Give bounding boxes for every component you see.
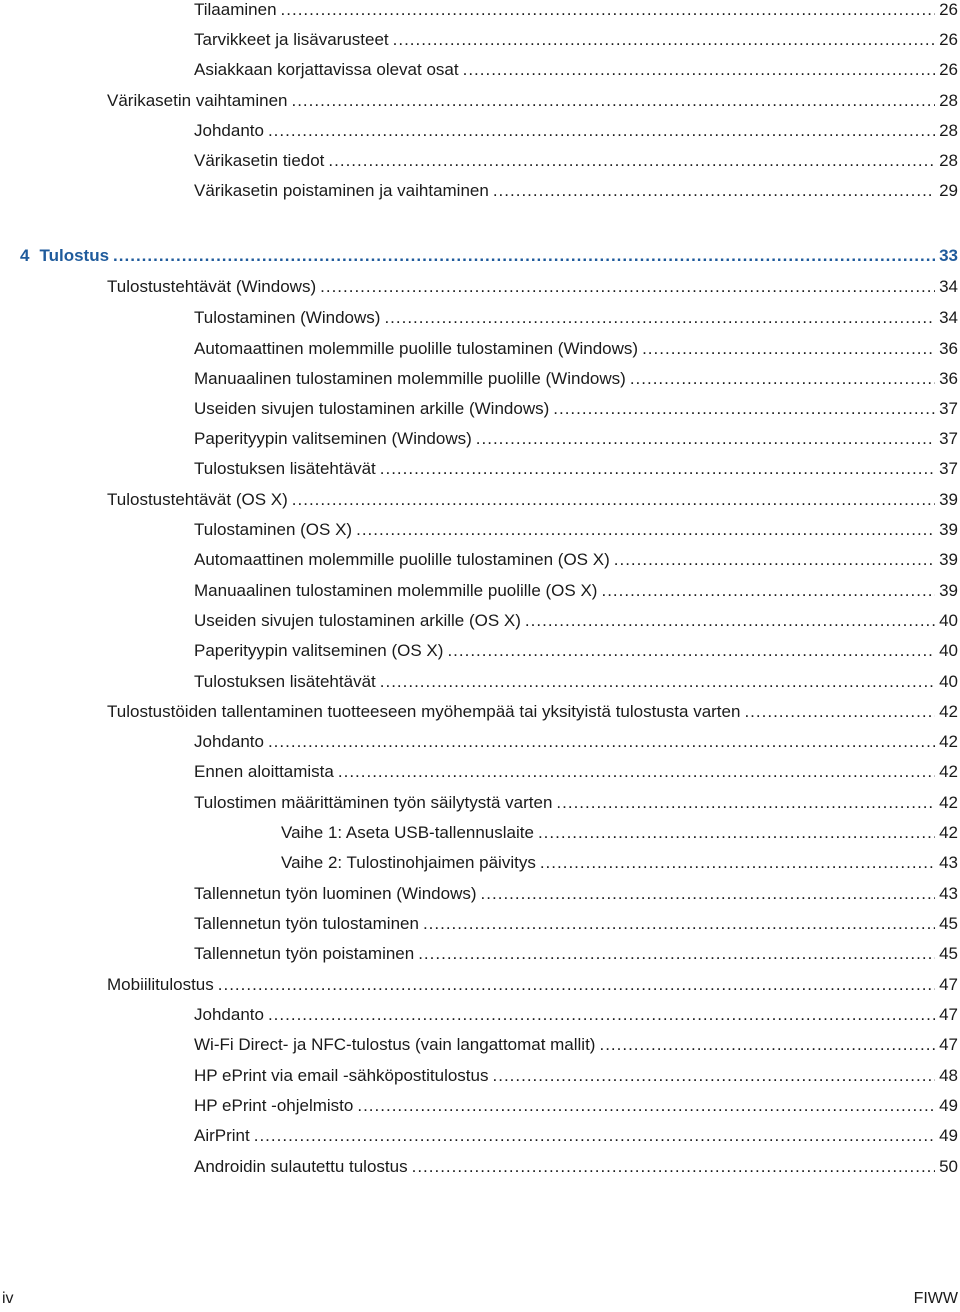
toc-entry[interactable] (194, 1094, 958, 1118)
toc-leader (393, 28, 935, 52)
toc-entry[interactable] (194, 337, 958, 361)
toc-leader (642, 337, 935, 361)
toc-leader (481, 882, 936, 906)
toc-entry-page: 42 (939, 732, 958, 751)
toc-entry-page: 39 (939, 550, 958, 569)
toc-entry[interactable] (194, 1033, 958, 1057)
toc-entry-page: 49 (939, 1126, 958, 1145)
toc-entry[interactable] (194, 179, 958, 203)
toc-leader (463, 58, 935, 82)
toc-entry[interactable] (194, 1124, 958, 1148)
toc-entry[interactable] (194, 882, 958, 906)
toc-leader (380, 457, 935, 481)
toc-leader (553, 397, 935, 421)
toc-entry-title: Värikasetin poistaminen ja vaihtaminen (194, 181, 489, 200)
toc-entry-page: 29 (939, 181, 958, 200)
toc-entry[interactable] (194, 0, 958, 22)
toc-entry[interactable] (107, 488, 958, 512)
toc-leader (418, 942, 935, 966)
toc-entry-title: Tarvikkeet ja lisävarusteet (194, 30, 389, 49)
toc-entry-page: 48 (939, 1066, 958, 1085)
toc-entry[interactable] (194, 548, 958, 572)
toc-entry-title: Johdanto (194, 1005, 264, 1024)
toc-entry-page: 37 (939, 459, 958, 478)
toc-leader (268, 730, 935, 754)
toc-entry-title: Wi-Fi Direct- ja NFC-tulostus (vain langattomat mallit) (194, 1035, 596, 1054)
toc-entry-page: 36 (939, 339, 958, 358)
toc-entry[interactable] (194, 730, 958, 754)
toc-leader (493, 1064, 936, 1088)
toc-entry-page: 47 (939, 1035, 958, 1054)
toc-entry-page: 26 (939, 30, 958, 49)
toc-entry-title: Tulostaminen (Windows) (194, 308, 381, 327)
toc-leader (630, 367, 935, 391)
toc-entry[interactable] (194, 306, 958, 330)
toc-entry-title: Ennen aloittamista (194, 762, 334, 781)
toc-leader (540, 851, 935, 875)
toc-entry[interactable] (281, 851, 958, 875)
toc-entry-page: 40 (939, 672, 958, 691)
toc-leader (281, 0, 936, 22)
toc-leader (476, 427, 935, 451)
toc-leader (744, 700, 935, 724)
toc-entry-title: Manuaalinen tulostaminen molemmille puolille (OS X) (194, 581, 598, 600)
toc-leader (525, 609, 935, 633)
toc-entry[interactable] (107, 89, 958, 113)
toc-leader (614, 548, 935, 572)
toc-entry-page: 49 (939, 1096, 958, 1115)
toc-entry-page: 42 (939, 823, 958, 842)
toc-entry-page: 43 (939, 884, 958, 903)
toc-entry-title: Värikasetin vaihtaminen (107, 91, 288, 110)
toc-entry-title: Johdanto (194, 121, 264, 140)
toc-entry-title: Tulostaminen (OS X) (194, 520, 353, 539)
toc-entry-title: Johdanto (194, 732, 264, 751)
toc-entry-title: Tallennetun työn tulostaminen (194, 914, 419, 933)
toc-entry-title: Tallennetun työn luominen (Windows) (194, 884, 477, 903)
toc-entry-page: 28 (939, 91, 958, 110)
toc-entry[interactable] (194, 518, 958, 542)
toc-entry[interactable] (194, 1003, 958, 1027)
toc-entry[interactable] (194, 791, 958, 815)
toc-entry-title: Asiakkaan korjattavissa olevat osat (194, 60, 459, 79)
toc-entry-title: Tilaaminen (194, 0, 277, 19)
toc-leader (380, 670, 935, 694)
toc-leader (113, 244, 935, 268)
toc-leader (599, 1033, 935, 1057)
toc-entry-title: Tulostustehtävät (OS X) (107, 490, 288, 509)
toc-leader (328, 149, 935, 173)
toc-leader (357, 1094, 935, 1118)
toc-entry-title: Tulostustehtävät (Windows) (107, 277, 317, 296)
toc-leader (356, 518, 935, 542)
footer-doc-code: FIWW (913, 1290, 958, 1307)
toc-entry[interactable] (194, 58, 958, 82)
toc-entry-page: 28 (939, 151, 958, 170)
toc-entry-page: 42 (939, 762, 958, 781)
toc-entry-page: 45 (939, 944, 958, 963)
toc-leader (338, 760, 935, 784)
toc-leader (384, 306, 935, 330)
toc-entry-title: HP ePrint via email -sähköpostitulostus (194, 1066, 489, 1085)
toc-entry-page: 26 (939, 60, 958, 79)
toc-entry-title: Tulostustöiden tallentaminen tuotteeseen myöhempää tai yksityistä tulostusta varten (107, 702, 741, 721)
toc-leader (292, 488, 935, 512)
toc-entry-page: 39 (939, 581, 958, 600)
toc-entry[interactable] (194, 760, 958, 784)
toc-entry-page: 47 (939, 1005, 958, 1024)
toc-entry-page: 40 (939, 611, 958, 630)
toc-leader (423, 912, 935, 936)
toc-entry-title: Tulostimen määrittäminen työn säilytystä varten (194, 793, 553, 812)
toc-entry[interactable] (194, 942, 958, 966)
toc-entry-title: Mobiilitulostus (107, 975, 214, 994)
toc-entry-page: 42 (939, 793, 958, 812)
toc-entry-title: Paperityypin valitseminen (OS X) (194, 641, 444, 660)
toc-entry-title: Tallennetun työn poistaminen (194, 944, 415, 963)
toc-entry-page: 34 (939, 308, 958, 327)
toc-entry[interactable] (107, 700, 958, 724)
toc-entry[interactable] (281, 821, 958, 845)
toc-leader (320, 275, 935, 299)
toc-entry-title: Vaihe 2: Tulostinohjaimen päivitys (281, 853, 536, 872)
toc-entry-title: Automaattinen molemmille puolille tulostaminen (OS X) (194, 550, 610, 569)
toc-entry-page: 39 (939, 520, 958, 539)
toc-entry-title: Useiden sivujen tulostaminen arkille (Windows) (194, 399, 550, 418)
toc-entry-title: Androidin sulautettu tulostus (194, 1157, 408, 1176)
toc-entry[interactable] (194, 149, 958, 173)
toc-entry-title: Paperityypin valitseminen (Windows) (194, 429, 472, 448)
toc-entry[interactable] (194, 427, 958, 451)
toc-entry-title: AirPrint (194, 1126, 250, 1145)
toc-entry-title: Tulostus (39, 246, 110, 265)
toc-entry[interactable] (107, 973, 958, 997)
toc-entry-page: 40 (939, 641, 958, 660)
toc-entry-title: HP ePrint -ohjelmisto (194, 1096, 354, 1115)
toc-entry[interactable] (194, 397, 958, 421)
toc-leader (538, 821, 935, 845)
toc-entry-title: Useiden sivujen tulostaminen arkille (OS X) (194, 611, 521, 630)
toc-entry-page: 26 (939, 0, 958, 19)
toc-entry-page: 42 (939, 702, 958, 721)
toc-entry-page: 37 (939, 429, 958, 448)
toc-entry-page: 33 (939, 246, 958, 265)
toc-leader (493, 179, 935, 203)
toc-leader (601, 579, 935, 603)
toc-leader (291, 89, 935, 113)
toc-entry-page: 36 (939, 369, 958, 388)
toc-entry-page: 34 (939, 277, 958, 296)
toc-entry-title: Tulostuksen lisätehtävät (194, 672, 376, 691)
toc-leader (268, 119, 935, 143)
toc-entry[interactable] (194, 609, 958, 633)
toc-leader (268, 1003, 935, 1027)
toc-entry[interactable] (194, 1064, 958, 1088)
toc-entry-page: 39 (939, 490, 958, 509)
toc-chapter-entry[interactable] (20, 244, 958, 268)
toc-entry-page: 50 (939, 1157, 958, 1176)
toc-entry-page: 45 (939, 914, 958, 933)
toc-entry[interactable] (194, 457, 958, 481)
toc-leader (556, 791, 935, 815)
toc-entry-page: 37 (939, 399, 958, 418)
toc-entry-page: 43 (939, 853, 958, 872)
toc-leader (447, 639, 935, 663)
toc-entry[interactable] (194, 639, 958, 663)
toc-entry-title: Manuaalinen tulostaminen molemmille puolille (Windows) (194, 369, 626, 388)
toc-entry[interactable] (194, 367, 958, 391)
toc-entry-title: Vaihe 1: Aseta USB-tallennuslaite (281, 823, 534, 842)
toc-entry[interactable] (194, 28, 958, 52)
toc-entry-page: 47 (939, 975, 958, 994)
toc-entry[interactable] (194, 1155, 958, 1179)
chapter-number: 4 (20, 246, 30, 265)
toc-leader (218, 973, 935, 997)
toc-entry[interactable] (194, 670, 958, 694)
toc-entry-title: Tulostuksen lisätehtävät (194, 459, 376, 478)
toc-entry[interactable] (194, 579, 958, 603)
toc-leader (412, 1155, 935, 1179)
footer-page-number: iv (2, 1290, 14, 1307)
toc-entry[interactable] (107, 275, 958, 299)
toc-entry[interactable] (194, 912, 958, 936)
toc-entry-title: Automaattinen molemmille puolille tulostaminen (Windows) (194, 339, 639, 358)
toc-entry-page: 28 (939, 121, 958, 140)
toc-entry[interactable] (194, 119, 958, 143)
toc-entry-title: Värikasetin tiedot (194, 151, 325, 170)
toc-leader (254, 1124, 935, 1148)
